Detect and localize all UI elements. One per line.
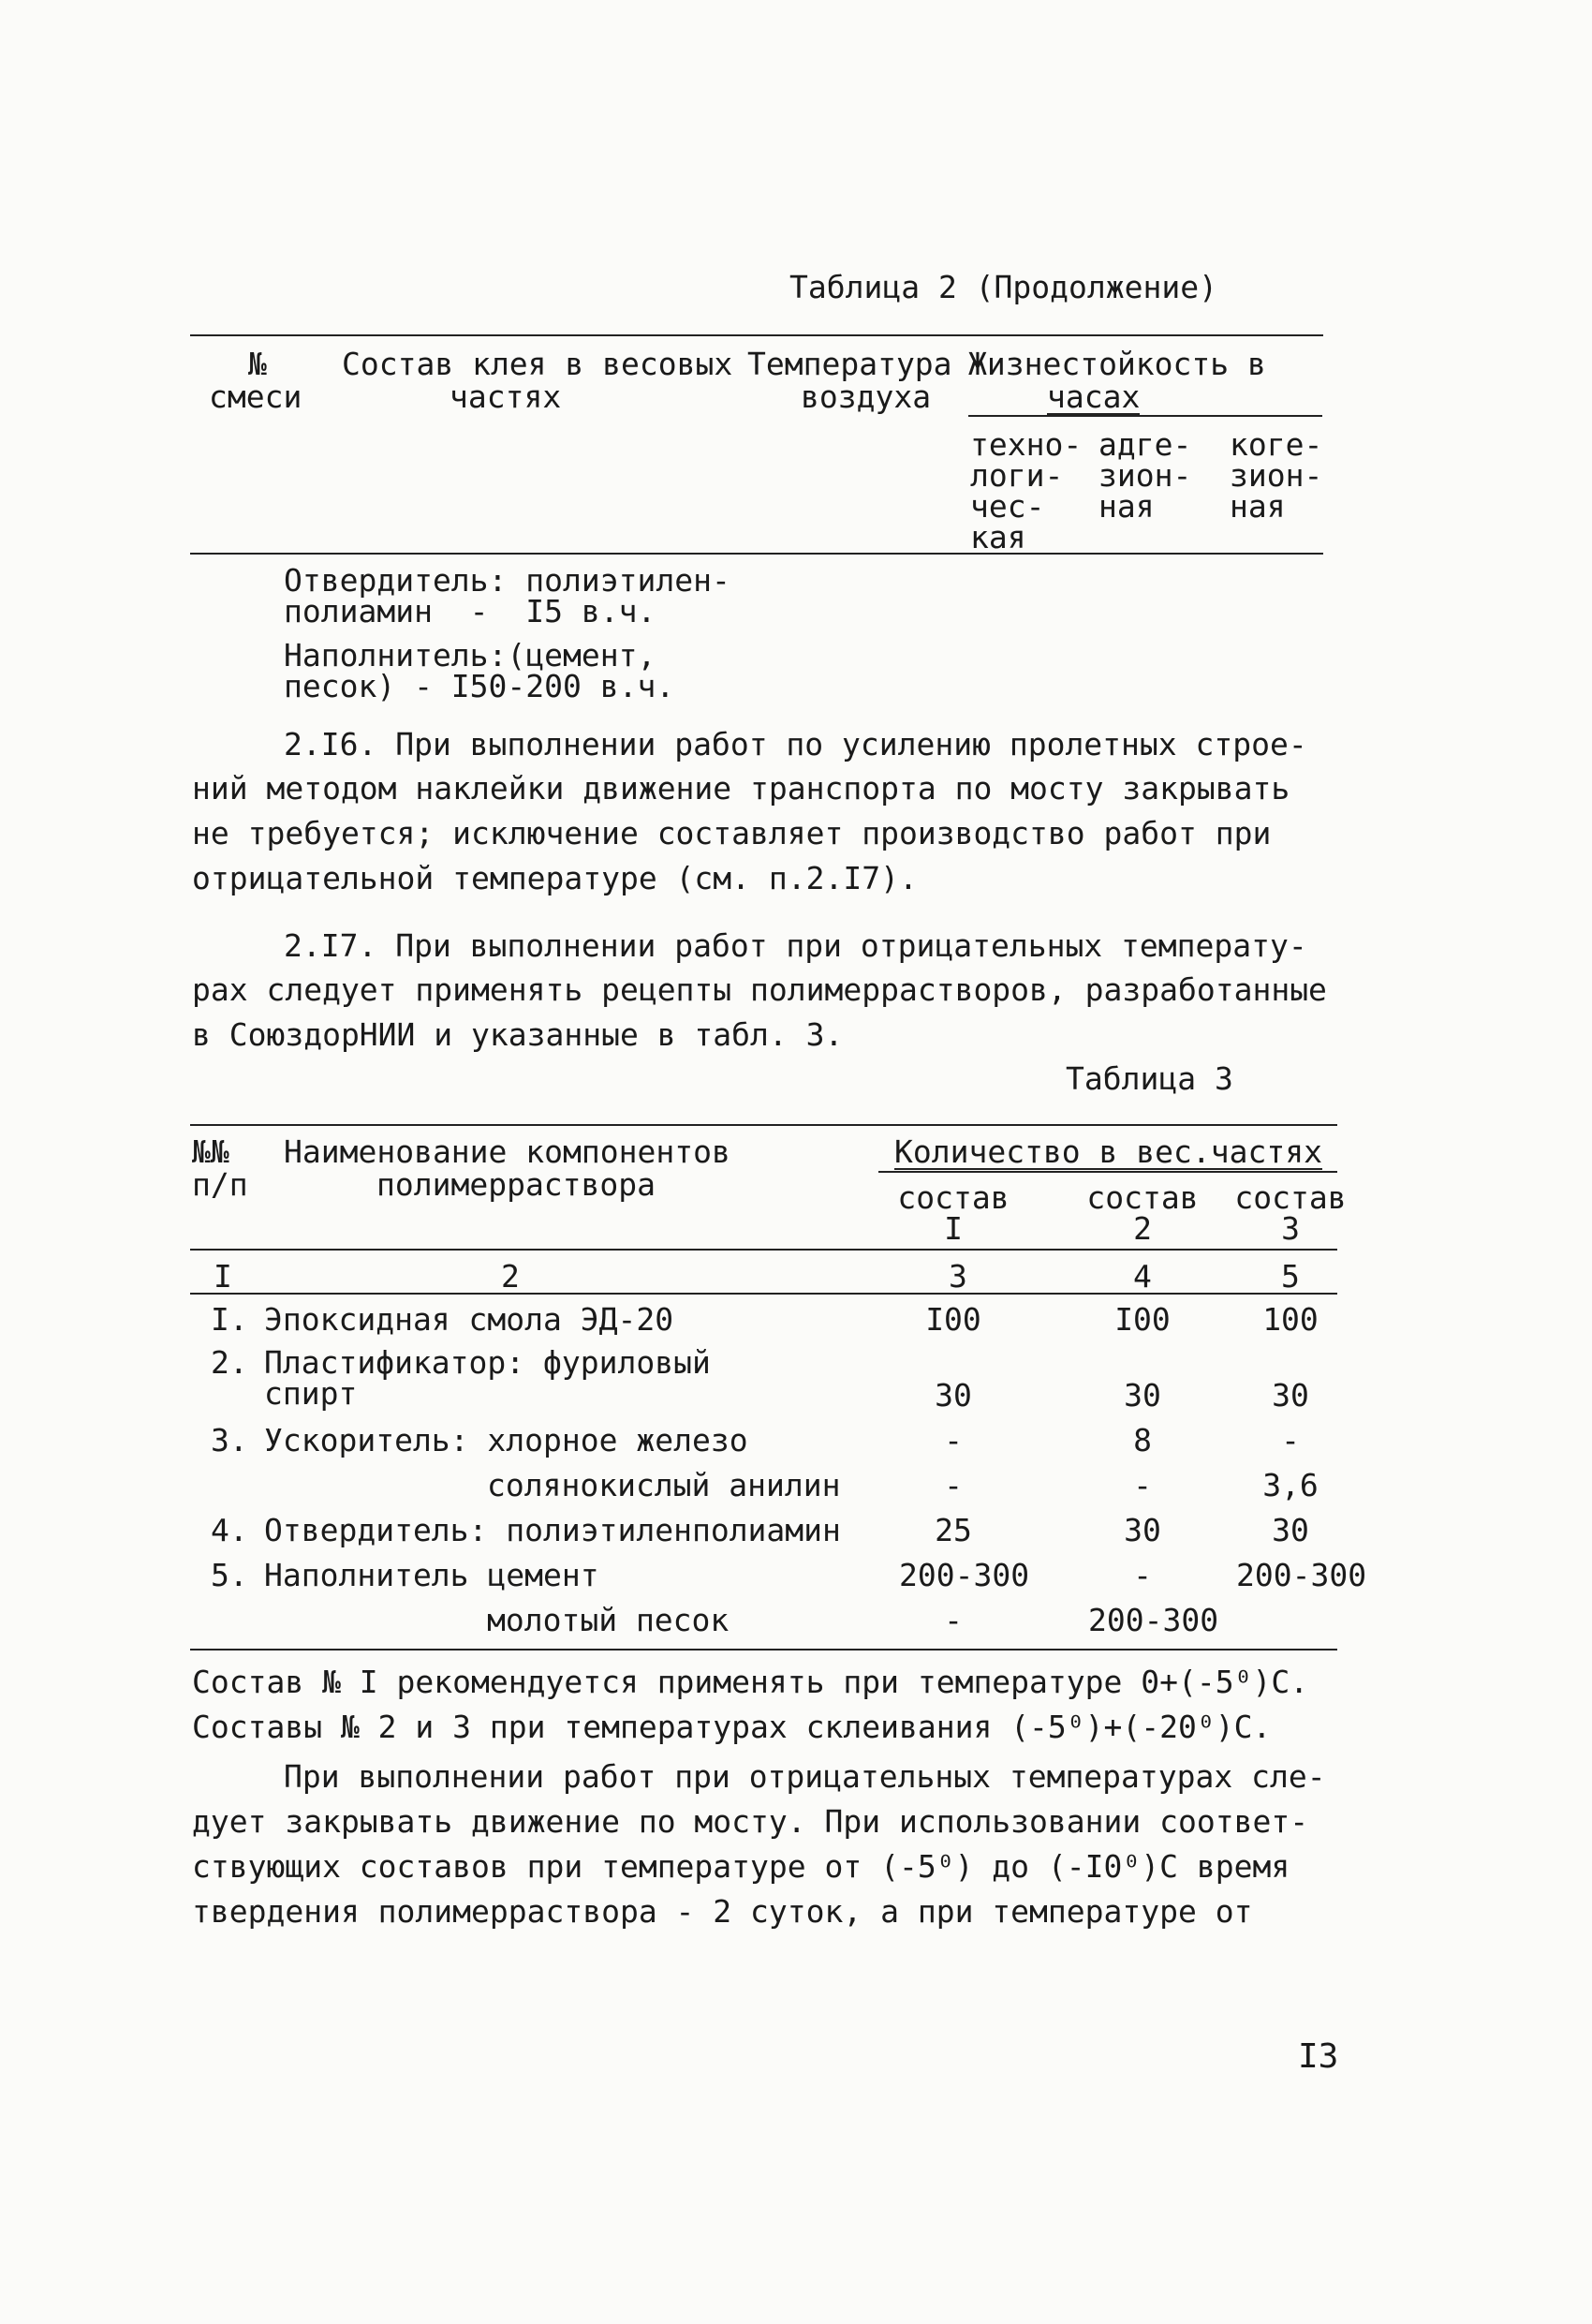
table3-row-name: молотый песок — [487, 1602, 730, 1638]
table2-head-temperature-2: воздуха — [801, 378, 932, 415]
table2-head-composition-2: частях — [450, 378, 562, 415]
table2-head-adhesion: адге- зион- ная — [1098, 426, 1192, 525]
table3-row-name: Ускоритель: хлорное железо — [264, 1422, 748, 1458]
p216-line-1: 2.I6. При выполнении работ по усилению пролетных строе- — [284, 726, 1307, 762]
table3-row-value-1: - — [944, 1467, 963, 1503]
p216-line-2: ний методом наклейки движение транспорта по мосту закрывать — [192, 770, 1290, 807]
table3-row-name: Пластификатор: фуриловый спирт — [264, 1344, 711, 1412]
table3-head-num-2: п/п — [192, 1166, 248, 1203]
table3-row-value-1: 25 — [935, 1512, 972, 1548]
table2-head-bottom-rule — [190, 553, 1323, 555]
p216-line-3: не требуется; исключение составляет производство работ при — [192, 815, 1272, 851]
table3-head-quantity: Количество в вес.частях — [894, 1133, 1322, 1170]
table3-row-value-1: - — [944, 1602, 963, 1638]
table3-row-value-3: 30 — [1272, 1377, 1309, 1414]
table3-row-num: 5. — [211, 1557, 248, 1593]
table3-row-value-1: - — [944, 1422, 963, 1458]
table2-head-technological: техно- логи- чес- кая — [970, 426, 1083, 555]
final-paragraph-line-1: При выполнении работ при отрицательных температурах сле- — [284, 1758, 1326, 1795]
table3-head-name-1: Наименование компонентов — [284, 1133, 730, 1170]
note-line-2: Составы № 2 и 3 при температурах склеивания (-5⁰)+(-20⁰)С. — [192, 1709, 1272, 1745]
table3-colnum-4: 4 — [1133, 1258, 1152, 1295]
table3-head-composition-1: состав I — [897, 1179, 1010, 1247]
table3-colnum-5: 5 — [1281, 1258, 1300, 1295]
table2-subhead-rule — [968, 415, 1322, 417]
table3-head-bottom-rule — [190, 1249, 1337, 1251]
table3-head-composition-3: состав 3 — [1234, 1179, 1347, 1247]
final-paragraph-line-4: твердения полимерраствора - 2 суток, а при температуре от — [192, 1893, 1253, 1930]
table3-row-num: 2. — [211, 1344, 248, 1381]
table2-row-hardener: Отвердитель: полиэтилен- полиамин - I5 в.ч. — [284, 562, 730, 629]
table3-row-value-3: 200-300 — [1236, 1557, 1367, 1593]
table2-row-filler: Наполнитель:(цемент, песок) - I50-200 в.ч. — [284, 637, 675, 704]
p217-line-1: 2.I7. При выполнении работ при отрицательных температу- — [284, 927, 1307, 964]
table3-colnum-2: 2 — [501, 1258, 520, 1295]
table2-head-pot-life-2: часах — [1047, 378, 1141, 415]
table3-row-num: 3. — [211, 1422, 248, 1458]
table3-head-name-2: полимерраствора — [376, 1166, 656, 1203]
table3-row-value-2: 8 — [1133, 1422, 1152, 1458]
table3-colnum-3: 3 — [949, 1258, 967, 1295]
final-paragraph-line-3: ствующих составов при температуре от (-5⁰) до (-I0⁰)С время — [192, 1848, 1290, 1885]
table3-row-num: I. — [211, 1301, 248, 1338]
note-line-1: Состав № I рекомендуется применять при температуре 0+(-5⁰)С. — [192, 1664, 1309, 1700]
table3-row-value-2: 200-300 — [1088, 1602, 1219, 1638]
table3-caption: Таблица 3 — [1066, 1060, 1233, 1097]
table2-top-rule — [190, 334, 1323, 336]
p216-line-4: отрицательной температуре (см. п.2.I7). — [192, 860, 918, 896]
table3-subhead-rule — [878, 1171, 1337, 1173]
table3-row-value-3: 3,6 — [1262, 1467, 1319, 1503]
table2-head-num-2: смеси — [209, 378, 302, 415]
table3-row-value-2: I00 — [1114, 1301, 1171, 1338]
table3-row-value-3: 100 — [1262, 1301, 1319, 1338]
table3-row-value-2: - — [1133, 1557, 1152, 1593]
table3-colnum-1: I — [214, 1258, 232, 1295]
table3-row-value-2: 30 — [1124, 1512, 1161, 1548]
table3-row-value-1: I00 — [925, 1301, 981, 1338]
table3-row-value-3: - — [1281, 1422, 1300, 1458]
table3-row-value-1: 30 — [935, 1377, 972, 1414]
table3-row-value-3: 30 — [1272, 1512, 1309, 1548]
table3-row-value-2: - — [1133, 1467, 1152, 1503]
page-number: I3 — [1298, 2037, 1339, 2076]
table3-head-num-1: №№ — [192, 1133, 229, 1170]
table2-head-composition-1: Состав клея в весовых — [342, 346, 733, 382]
table3-row-value-1: 200-300 — [899, 1557, 1030, 1593]
p217-line-2: рах следует применять рецепты полимеррастворов, разработанные — [192, 971, 1327, 1008]
table3-bottom-rule — [190, 1649, 1337, 1650]
table3-row-name: Наполнитель цемент — [264, 1557, 599, 1593]
table3-numbers-rule — [190, 1293, 1337, 1295]
table3-row-name: Эпоксидная смола ЭД-20 — [264, 1301, 674, 1338]
table2-head-num-1: № — [248, 346, 267, 382]
table3-top-rule — [190, 1124, 1337, 1126]
table3-row-num: 4. — [211, 1512, 248, 1548]
table2-head-temperature-1: Температура — [747, 346, 952, 382]
table3-row-value-2: 30 — [1124, 1377, 1161, 1414]
table3-row-name: Отвердитель: полиэтиленполиамин — [264, 1512, 841, 1548]
table3-row-name: солянокислый анилин — [487, 1467, 841, 1503]
table2-head-cohesion: коге- зион- ная — [1230, 426, 1323, 525]
table2-head-pot-life-1: Жизнестойкость в — [968, 346, 1266, 382]
table2-caption: Таблица 2 (Продолжение) — [789, 269, 1217, 305]
final-paragraph-line-2: дует закрывать движение по мосту. При использовании соответ- — [192, 1803, 1309, 1840]
table3-head-composition-2: состав 2 — [1086, 1179, 1199, 1247]
p217-line-3: в СоюздорНИИ и указанные в табл. 3. — [192, 1016, 844, 1053]
